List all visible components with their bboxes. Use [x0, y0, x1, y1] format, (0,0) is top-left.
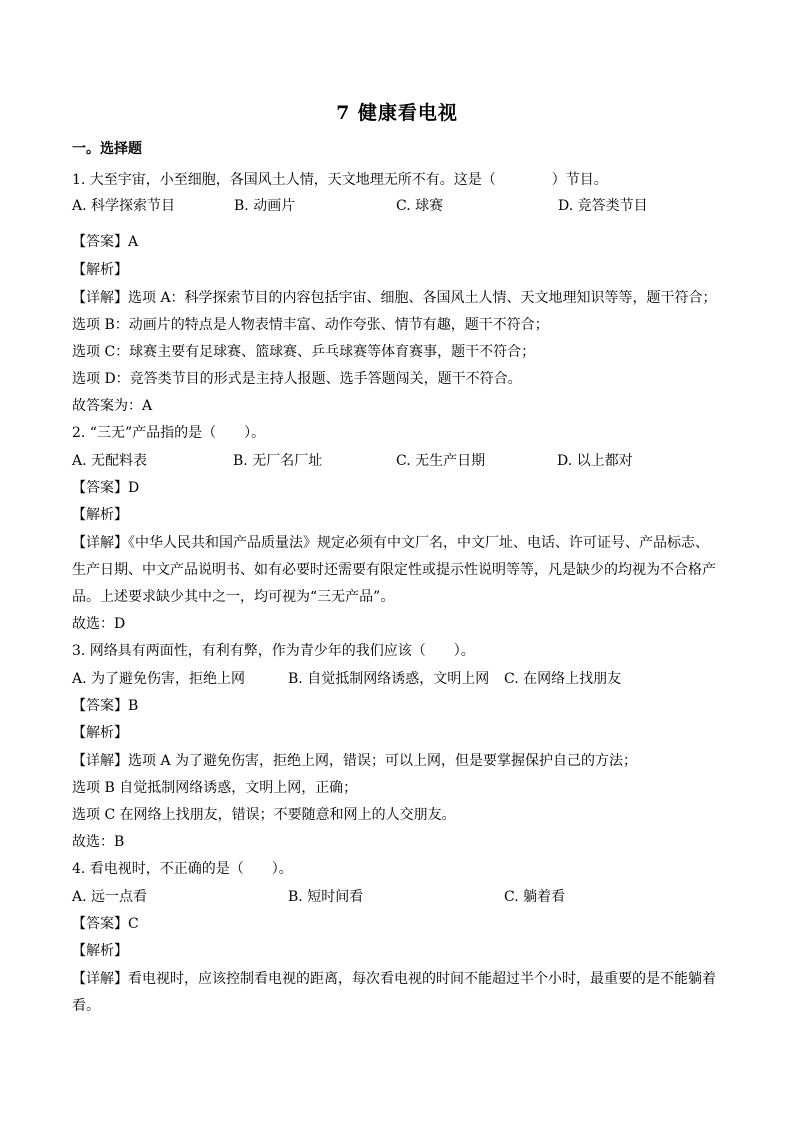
question-4-answer: 【答案】C [72, 916, 139, 932]
question-1-analysis: 【解析】 [72, 262, 128, 278]
question-3-answer: 【答案】B [72, 698, 139, 714]
question-2-analysis: 【解析】 [72, 507, 128, 523]
question-4-stem: 4. 看电视时，不正确的是（ ）。 [72, 861, 293, 877]
question-2-detail-line: 品。上述要求缺少其中之一，均可视为“三无产品”。 [72, 589, 395, 605]
question-1-option-c: C. 球赛 [396, 198, 444, 214]
question-4-analysis: 【解析】 [72, 943, 128, 959]
question-3-option-a: A. 为了避免伤害，拒绝上网 [72, 671, 246, 687]
question-4-detail-line: 【详解】看电视时，应该控制看电视的距离，每次看电视的时间不能超过半个小时，最重要的是不能躺着 [72, 971, 716, 987]
question-2-answer: 【答案】D [72, 480, 140, 496]
question-1-option-b: B. 动画片 [234, 198, 296, 214]
question-3-detail-line: 选项 C 在网络上找朋友，错误；不要随意和网上的人交朋友。 [72, 807, 456, 823]
question-2-option-a: A. 无配料表 [72, 453, 148, 469]
section-heading: 一。选择题 [72, 141, 142, 157]
question-2-stem: 2. “三无”产品指的是（ ）。 [72, 425, 266, 441]
question-2-option-c: C. 无生产日期 [396, 453, 486, 469]
question-3-detail-line: 【详解】选项 A 为了避免伤害，拒绝上网，错误；可以上网，但是要掌握保护自己的方法； [72, 753, 638, 769]
question-1-conclusion: 故答案为：A [72, 398, 153, 414]
question-1-detail-line: 选项 D：竞答类节目的形式是主持人报题、选手答题闯关，题干不符合。 [72, 371, 522, 387]
question-1-detail-line: 【详解】选项 A：科学探索节目的内容包括宇宙、细胞、各国风土人情、天文地理知识等等，题干符合； [72, 290, 717, 306]
question-3-option-b: B. 自觉抵制网络诱惑，文明上网 [288, 671, 490, 687]
question-2-option-b: B. 无厂名厂址 [233, 453, 323, 469]
question-1-option-d: D. 竞答类节目 [558, 198, 648, 214]
question-4-option-b: B. 短时间看 [288, 889, 364, 905]
question-2-conclusion: 故选：D [72, 616, 126, 632]
question-4-option-a: A. 远一点看 [72, 889, 148, 905]
question-2-detail-line: 【详解】《中华人民共和国产品质量法》规定必须有中文厂名，中文厂址、电话、许可证号、产品标志、 [72, 535, 709, 551]
question-1-detail-line: 选项 C：球赛主要有足球赛、篮球赛、乒乓球赛等体育赛事，题干不符合； [72, 344, 536, 360]
question-3-stem: 3. 网络具有两面性，有利有弊，作为青少年的我们应该（ ）。 [72, 643, 475, 659]
question-3-option-c: C. 在网络上找朋友 [504, 671, 622, 687]
question-3-conclusion: 故选：B [72, 834, 125, 850]
question-1-detail-line: 选项 B：动画片的特点是人物表情丰富、动作夸张、情节有趣，题干不符合； [72, 317, 549, 333]
question-3-detail-line: 选项 B 自觉抵制网络诱惑，文明上网，正确； [72, 780, 358, 796]
question-1-option-a: A. 科学探索节目 [72, 198, 176, 214]
question-1-answer: 【答案】A [72, 234, 139, 250]
question-4-option-c: C. 躺着看 [504, 889, 566, 905]
question-2-detail-line: 生产日期、中文产品说明书、如有必要时还需要有限定性或提示性说明等等，凡是缺少的均视为不合格产 [72, 562, 716, 578]
question-3-analysis: 【解析】 [72, 725, 128, 741]
question-4-detail-line: 看。 [72, 998, 100, 1014]
question-2-option-d: D. 以上都对 [557, 453, 633, 469]
question-1-stem: 1. 大至宇宙，小至细胞，各国风土人情，天文地理无所不有。这是（ ）节目。 [72, 172, 608, 188]
page-title: 7 健康看电视 [336, 102, 458, 124]
